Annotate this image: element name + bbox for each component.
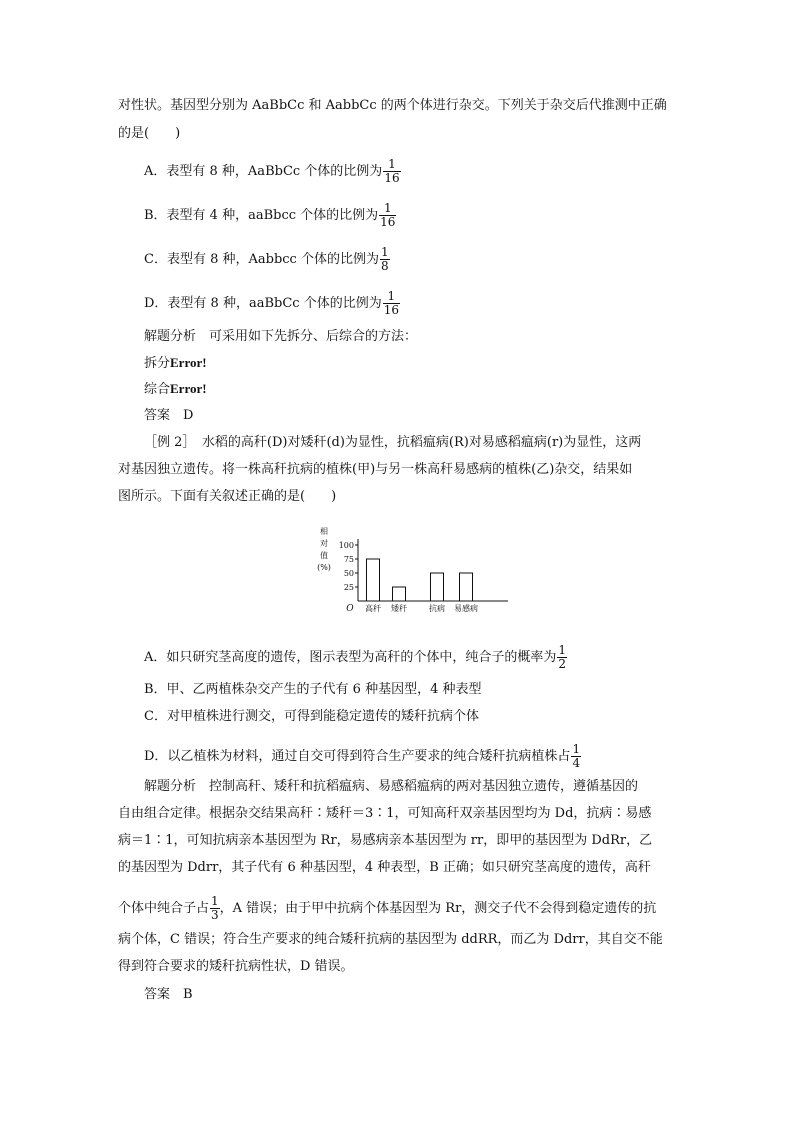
- q1-analysis: [144, 329, 417, 345]
- x-tick-label-1: 矮秆: [391, 604, 407, 613]
- q2-option-b: B．甲、乙两植株杂交产生的子代有 6 种基因型，4 种表型: [144, 682, 482, 697]
- q1-option-d-fraction: $\frac{1}{16}$: [383, 289, 399, 317]
- q1-option-a: [144, 158, 401, 185]
- q2-analysis-line-7: 得到符合要求的矮秆抗病性状，D 错误。: [118, 959, 354, 974]
- q1-option-d-text: D．表型有 8 种，aaBbCc 个体的比例为: [144, 296, 382, 311]
- q1-combine-error: Error!: [170, 381, 207, 396]
- q2-answer-label: 答案: [144, 987, 171, 1002]
- q1-option-c-fraction: $\frac{1}{8}$: [380, 245, 389, 273]
- q2-analysis-line-1: [144, 779, 638, 795]
- q2-analysis-line-3: 病＝1∶1，可知抗病亲本基因型为 Rr，易感病亲本基因型为 rr，即甲的基因型为 DdRr，乙: [118, 833, 653, 848]
- y-axis-label-3: (%): [317, 563, 331, 572]
- q2-option-d-text: D．以乙植株为材料，通过自交可得到符合生产要求的纯合矮秆抗病植株占: [144, 749, 571, 764]
- q1-option-c: [144, 246, 390, 273]
- example2-line-2: 对基因独立遗传。将一株高秆抗病的植株(甲)与另一株高秆易感病的植株(乙)杂交，结果如: [118, 462, 633, 477]
- q2-analysis-line-6: 病个体，C 错误；符合生产要求的纯合矮秆抗病的基因型为 ddRR，而乙为 Ddrr，其自交不能: [118, 932, 663, 947]
- q2-option-a-fraction: $\frac{1}{2}$: [558, 643, 567, 671]
- q2-analysis-line-2: 自由组合定律。根据杂交结果高秆∶矮秆＝3∶1，可知高秆双亲基因型均为 Dd，抗病∶易感: [118, 806, 652, 821]
- example2-line-3: 图所示。下面有关叙述正确的是( ): [118, 489, 337, 504]
- q2-option-d-fraction: $\frac{1}{4}$: [572, 742, 581, 770]
- q1-split-label: 拆分: [144, 356, 171, 371]
- q2-analysis-text-1: 控制高秆、矮秆和抗稻瘟病、易感稻瘟病的两对基因独立遗传，遵循基因的: [196, 779, 639, 794]
- x-tick-label-3: 易感病: [454, 604, 478, 613]
- bar-1: [393, 587, 406, 601]
- q2-analysis-label: 解题分析: [144, 779, 197, 794]
- bar-3: [460, 573, 473, 601]
- q1-option-a-text: A．表型有 8 种，AaBbCc 个体的比例为: [144, 164, 383, 179]
- y-tick-label-3: 25: [343, 583, 354, 592]
- y-axis-label-2: 值: [320, 551, 328, 560]
- example2-line-1: ［例 2］ 水稻的高秆(D)对矮秆(d)为显性，抗稻瘟病(R)对易感稻瘟病(r)为显性，这两: [144, 435, 642, 450]
- y-axis-label-0: 相: [320, 527, 328, 536]
- q2-answer: [144, 987, 193, 1003]
- intro-line-1: 对性状。基因型分别为 AaBbCc 和 AabbCc 的两个体进行杂交。下列关于杂交后代推测中正确: [118, 98, 667, 113]
- q2-analysis-fraction: $\frac{1}{3}$: [211, 894, 219, 922]
- y-tick-label-1: 75: [343, 555, 354, 564]
- bar-0: [367, 559, 380, 601]
- q2-option-a: [144, 644, 567, 671]
- q1-option-d: [144, 290, 400, 317]
- q1-answer-value: D: [170, 408, 194, 423]
- q1-option-b: [144, 202, 396, 229]
- q2-analysis-line-5-pre: 个体中纯合子占: [118, 901, 210, 916]
- q1-analysis-label: 解题分析: [144, 329, 197, 344]
- q2-analysis-line-5-post: ，A 错误；由于甲中抗病个体基因型为 Rr，测交子代不会得到稳定遗传的抗: [219, 901, 657, 916]
- y-axis-label-1: 对: [320, 539, 328, 548]
- x-tick-label-0: 高秆: [365, 604, 381, 613]
- x-tick-label-2: 抗病: [429, 604, 445, 613]
- q1-combine-label: 综合: [144, 382, 171, 397]
- q1-analysis-text: 可采用如下先拆分、后综合的方法：: [196, 329, 418, 344]
- q1-combine-line: [144, 381, 207, 398]
- y-tick-label-2: 50: [343, 569, 354, 578]
- intro-line-2: 的是( ): [118, 126, 181, 141]
- q1-answer-label: 答案: [144, 408, 171, 423]
- q1-split-line: [144, 355, 207, 372]
- bar-chart: [312, 522, 512, 618]
- q2-option-a-text: A．如只研究茎高度的遗传，图示表型为高秆的个体中，纯合子的概率为: [144, 650, 557, 665]
- q1-answer: [144, 408, 193, 424]
- q1-split-error: Error!: [170, 355, 207, 370]
- origin-label: O: [346, 604, 354, 614]
- q1-option-c-text: C．表型有 8 种，Aabbcc 个体的比例为: [144, 252, 379, 267]
- q2-answer-value: B: [170, 987, 193, 1002]
- q1-option-b-fraction: $\frac{1}{16}$: [380, 201, 396, 229]
- q2-analysis-line-5: [118, 895, 656, 922]
- q1-option-b-text: B．表型有 4 种，aaBbcc 个体的比例为: [144, 208, 379, 223]
- y-tick-label-0: 100: [338, 541, 354, 550]
- q1-option-a-fraction: $\frac{1}{16}$: [384, 157, 400, 185]
- bar-2: [431, 573, 444, 601]
- q2-option-c: C．对甲植株进行测交，可得到能稳定遗传的矮秆抗病个体: [144, 709, 479, 724]
- q2-option-d: [144, 743, 581, 770]
- q2-analysis-line-4: 的基因型为 Ddrr，其子代有 6 种基因型，4 种表型，B 正确；如只研究茎高度的遗传，高秆: [118, 860, 651, 875]
